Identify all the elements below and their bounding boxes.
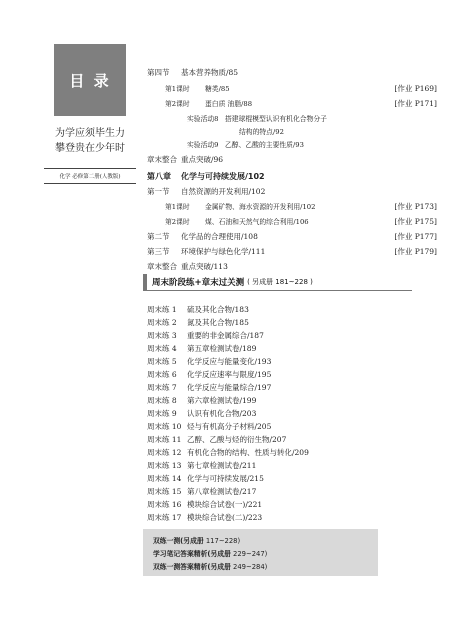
- supplement-item[interactable]: 双练一测答案精析(另成册 249~284): [153, 563, 268, 571]
- slogan: [44, 126, 136, 156]
- supplement-item[interactable]: 双练一测(另成册 117~228): [153, 537, 241, 545]
- weekly-section-banner: [143, 274, 412, 291]
- book-info: 化学 必修第二册(人教版): [44, 168, 136, 184]
- banner-subtitle: ( 另成册 181~228 ): [247, 278, 313, 286]
- slogan-line-2: 攀登贵在少年时: [55, 143, 125, 154]
- banner-title: 周末阶段练+章末过关测: [152, 278, 245, 288]
- sidebar: [44, 44, 132, 184]
- supplement-box: [143, 529, 378, 576]
- supplement-item[interactable]: 学习笔记答案精析(另成册 229~247): [153, 550, 268, 558]
- slogan-line-1: 为学应须毕生力: [55, 128, 125, 139]
- toc-title: 目 录: [54, 44, 126, 116]
